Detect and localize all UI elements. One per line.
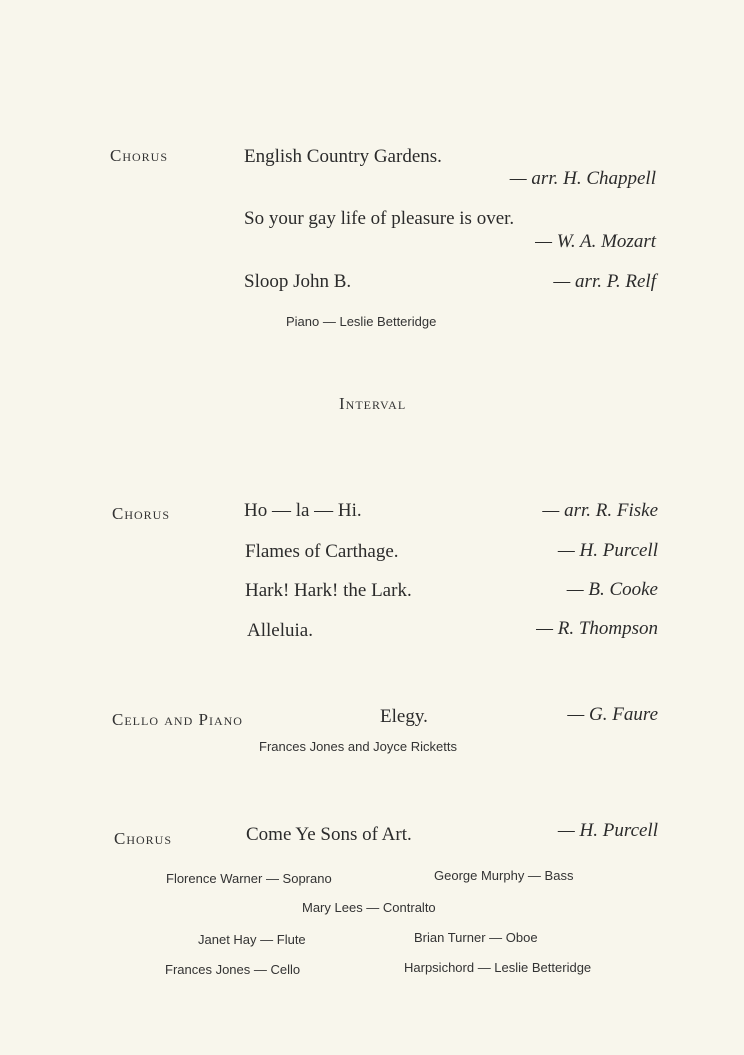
piece-composer: — H. Purcell: [557, 540, 658, 561]
piece-title: Alleluia.: [247, 620, 313, 641]
performer-credit: Harpsichord — Leslie Betteridge: [404, 960, 592, 975]
performer-credit: Florence Warner — Soprano: [166, 871, 332, 886]
performer-credit: Frances Jones — Cello: [165, 962, 301, 977]
piece-composer: — R. Thompson: [536, 618, 658, 639]
piece-composer: — arr. P. Relf: [553, 271, 656, 292]
piece-title: Hark! Hark! the Lark.: [245, 580, 412, 601]
section-label-chorus-3: Chorus: [114, 829, 173, 848]
piece-title: So your gay life of pleasure is over.: [244, 208, 515, 229]
piece-composer: — arr. R. Fiske: [542, 500, 658, 521]
performer-credit: Frances Jones and Joyce Ricketts: [259, 739, 457, 754]
piece-title: Ho — la — Hi.: [244, 500, 362, 521]
performer-credit: George Murphy — Bass: [434, 868, 574, 883]
piece-title: Elegy.: [380, 706, 428, 727]
piece-composer: — H. Purcell: [557, 820, 658, 841]
section-label-cello-piano: Cello and Piano: [112, 710, 243, 729]
piece-title: English Country Gardens.: [244, 146, 442, 167]
piece-title: Flames of Carthage.: [245, 541, 399, 562]
piece-composer: — G. Faure: [567, 704, 658, 725]
piece-composer: — arr. H. Chappell: [509, 168, 656, 189]
piece-title: Come Ye Sons of Art.: [246, 824, 412, 845]
section-label-chorus-2: Chorus: [112, 504, 171, 523]
section-label-chorus-1: Chorus: [110, 146, 169, 165]
piece-composer: — B. Cooke: [566, 579, 658, 600]
performer-credit: Mary Lees — Contralto: [302, 900, 436, 915]
performer-credit: Janet Hay — Flute: [198, 932, 306, 947]
piece-title: Sloop John B.: [244, 271, 352, 292]
piece-composer: — W. A. Mozart: [535, 231, 656, 252]
performer-credit: Brian Turner — Oboe: [414, 930, 538, 945]
interval-heading: Interval: [339, 394, 407, 413]
performer-credit: Piano — Leslie Betteridge: [286, 314, 437, 329]
